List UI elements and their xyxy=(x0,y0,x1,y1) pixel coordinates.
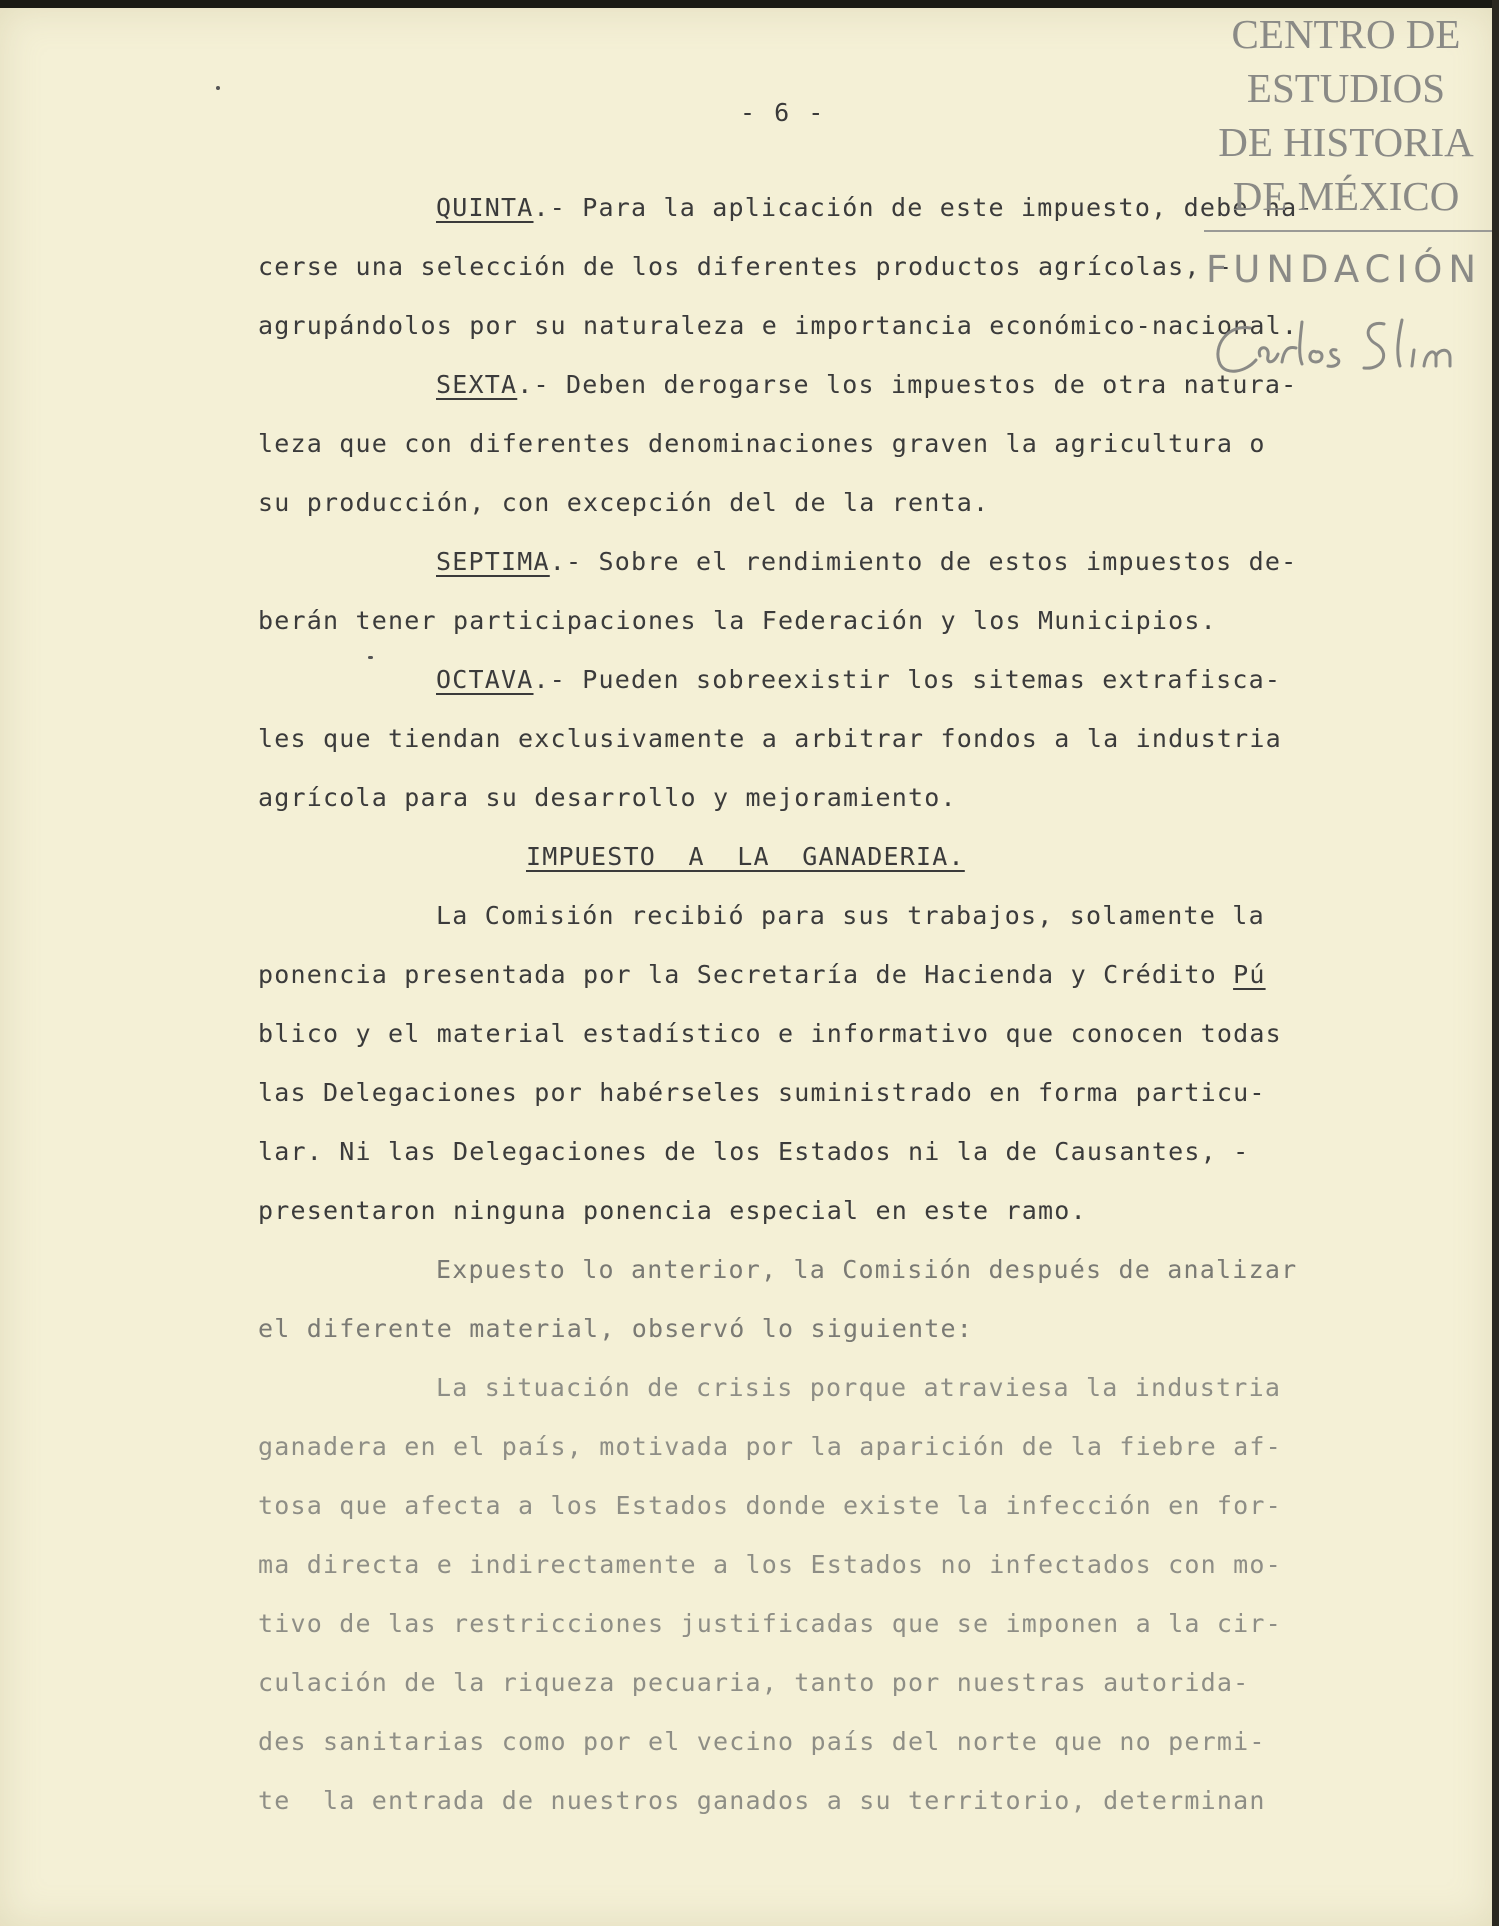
text-line: SEXTA.- Deben derogarse los impuestos de otra natura- xyxy=(436,370,1298,399)
text-line: berán tener participaciones la Federación y los Municipios. xyxy=(258,606,1217,635)
text-line: Expuesto lo anterior, la Comisión después de analizar xyxy=(436,1255,1298,1284)
text-line: te la entrada de nuestros ganados a su territorio, determinan xyxy=(258,1786,1266,1815)
text-line: agrupándolos por su naturaleza e importancia económico-nacional. xyxy=(258,311,1299,340)
text-line: el diferente material, observó lo siguiente: xyxy=(258,1314,974,1343)
watermark-line: ESTUDIOS xyxy=(1246,65,1446,111)
text-line: leza que con diferentes denominaciones graven la agricultura o xyxy=(258,429,1266,458)
text-line: blico y el material estadístico e informativo que conocen todas xyxy=(258,1019,1282,1048)
text-line: culación de la riqueza pecuaria, tanto por nuestras autorida- xyxy=(258,1668,1250,1697)
clause-label-septima: SEPTIMA xyxy=(436,547,550,576)
text-line: su producción, con excepción del de la renta. xyxy=(258,488,990,517)
text-line: ganadera en el país, motivada por la aparición de la fiebre af- xyxy=(258,1432,1282,1461)
clause-label-quinta: QUINTA xyxy=(436,193,534,222)
section-heading: IMPUESTO A LA GANADERIA. xyxy=(526,842,965,871)
text-line: ponencia presentada por la Secretaría de Hacienda y Crédito Pú xyxy=(258,960,1266,989)
text-line: lar. Ni las Delegaciones de los Estados ni la de Causantes, - xyxy=(258,1137,1250,1166)
text-line: agrícola para su desarrollo y mejoramiento. xyxy=(258,783,957,812)
watermark-line: DE HISTORIA xyxy=(1218,119,1474,165)
text-line: SEPTIMA.- Sobre el rendimiento de estos impuestos de- xyxy=(436,547,1298,576)
text-line: tivo de las restricciones justificadas que se imponen a la cir- xyxy=(258,1609,1282,1638)
text-line: QUINTA.- Para la aplicación de este impuesto, debe ha- xyxy=(436,193,1314,222)
page-number: - 6 - xyxy=(740,98,826,127)
typed-text-body xyxy=(258,178,1388,1830)
archive-watermark xyxy=(1198,8,1494,408)
watermark-foundation: FUNDACIÓN xyxy=(1206,248,1483,291)
text-line: cerse una selección de los diferentes productos agrícolas, - xyxy=(258,252,1234,281)
text-line: tosa que afecta a los Estados donde existe la infección en for- xyxy=(258,1491,1282,1520)
document-page xyxy=(0,8,1494,1926)
watermark-line: CENTRO DE xyxy=(1231,11,1461,57)
text-line: presentaron ninguna ponencia especial en este ramo. xyxy=(258,1196,1087,1225)
signature-logo xyxy=(1198,306,1494,386)
text-line: La situación de crisis porque atraviesa la industria xyxy=(436,1373,1282,1402)
text-line: las Delegaciones por habérseles suministrado en forma particu- xyxy=(258,1078,1266,1107)
text-line: des sanitarias como por el vecino país del norte que no permi- xyxy=(258,1727,1266,1756)
watermark-divider xyxy=(1204,230,1494,232)
text-line: ma directa e indirectamente a los Estados no infectados con mo- xyxy=(258,1550,1282,1579)
watermark-line: DE MÉXICO xyxy=(1232,173,1460,219)
text-line: OCTAVA.- Pueden sobreexistir los sitemas extrafisca- xyxy=(436,665,1282,694)
scan-edge xyxy=(1492,0,1499,1926)
text-line: La Comisión recibió para sus trabajos, solamente la xyxy=(436,901,1265,930)
paper-speck xyxy=(216,86,220,90)
clause-label-sexta: SEXTA xyxy=(436,370,518,399)
clause-label-octava: OCTAVA xyxy=(436,665,534,694)
text-line: les que tiendan exclusivamente a arbitrar fondos a la industria xyxy=(258,724,1282,753)
